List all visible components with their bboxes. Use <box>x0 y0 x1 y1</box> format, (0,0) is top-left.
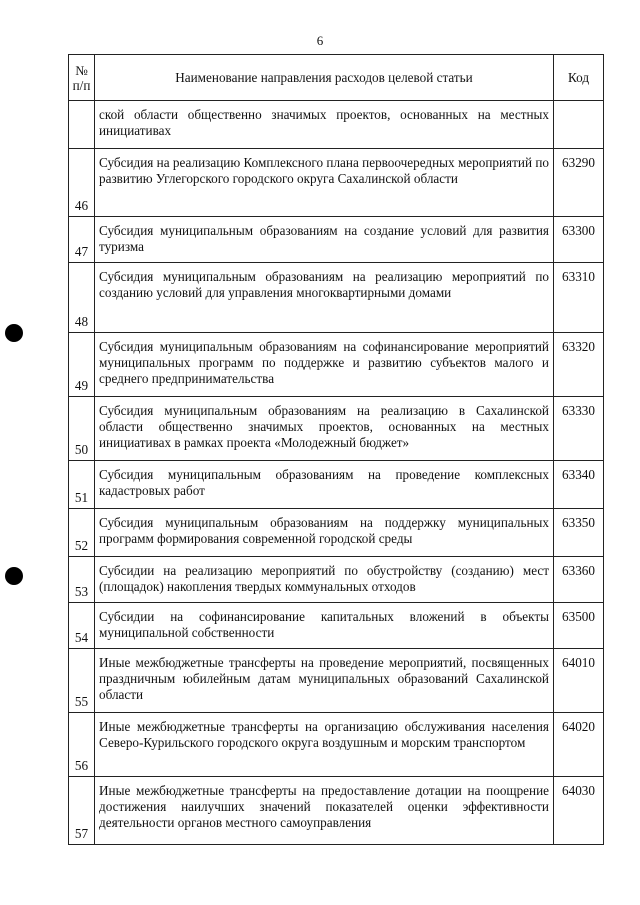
table-row <box>69 263 604 333</box>
table-row <box>69 557 604 603</box>
row-code-cell: 63300 <box>554 217 604 263</box>
table-row <box>69 397 604 461</box>
row-name-cell: Субсидия муниципальным образованиям на создание условий для развития туризма <box>95 217 554 263</box>
row-name-cell: Субсидия на реализацию Комплексного плана первоочередных мероприятий по развитию Углегорского городского округа Сахалинской области <box>95 149 554 217</box>
row-name-cell: Субсидия муниципальным образованиям на поддержку муниципальных программ формирования современной городской среды <box>95 509 554 557</box>
table-row <box>69 149 604 217</box>
punch-hole <box>5 567 23 585</box>
row-name-cell: Субсидии на реализацию мероприятий по обустройству (созданию) мест (площадок) накопления твердых коммунальных отходов <box>95 557 554 603</box>
row-code-cell: 63310 <box>554 263 604 333</box>
row-code-cell: 63360 <box>554 557 604 603</box>
punch-hole <box>5 324 23 342</box>
row-number-cell: 57 <box>69 777 95 845</box>
row-code-cell: 64010 <box>554 649 604 713</box>
row-name-cell: ской области общественно значимых проектов, основанных на местных инициативах <box>95 101 554 149</box>
row-number-cell: 52 <box>69 509 95 557</box>
row-name-cell: Субсидия муниципальным образованиям на реализацию мероприятий по созданию условий для управления многоквартирными домами <box>95 263 554 333</box>
row-code-cell: 63500 <box>554 603 604 649</box>
row-code-cell: 63340 <box>554 461 604 509</box>
row-number-cell: 48 <box>69 263 95 333</box>
table-row <box>69 509 604 557</box>
column-header-number: № п/п <box>69 55 95 101</box>
row-number-cell: 51 <box>69 461 95 509</box>
row-code-cell: 63290 <box>554 149 604 217</box>
row-number-cell: 47 <box>69 217 95 263</box>
row-number-cell: 55 <box>69 649 95 713</box>
row-name-cell: Субсидия муниципальным образованиям на реализацию в Сахалинской области общественно значимых проектов, основанных на местных инициативах в рамках проекта «Молодежный бюджет» <box>95 397 554 461</box>
row-code-cell: 63330 <box>554 397 604 461</box>
table-row <box>69 461 604 509</box>
row-code-cell: 63320 <box>554 333 604 397</box>
row-number-cell: 46 <box>69 149 95 217</box>
table-row <box>69 777 604 845</box>
page-number: 6 <box>316 33 324 48</box>
row-name-cell: Иные межбюджетные трансферты на предоставление дотации на поощрение достижения наилучших значений показателей оценки эффективности деятельности органов местного самоуправления <box>95 777 554 845</box>
row-code-cell: 64030 <box>554 777 604 845</box>
column-header-name: Наименование направления расходов целевой статьи <box>95 55 554 101</box>
row-number-cell <box>69 101 95 149</box>
row-code-cell: 64020 <box>554 713 604 777</box>
row-name-cell: Иные межбюджетные трансферты на организацию обслуживания населения Северо-Курильского городского округа воздушным и морским транспортом <box>95 713 554 777</box>
row-number-cell: 56 <box>69 713 95 777</box>
table-row <box>69 649 604 713</box>
row-code-cell <box>554 101 604 149</box>
row-code-cell: 63350 <box>554 509 604 557</box>
row-name-cell: Субсидия муниципальным образованиям на софинансирование мероприятий муниципальных программ по поддержке и развитию субъектов малого и среднего предпринимательства <box>95 333 554 397</box>
row-name-cell: Субсидии на софинансирование капитальных вложений в объекты муниципальной собственности <box>95 603 554 649</box>
table-row <box>69 603 604 649</box>
table-row <box>69 101 604 149</box>
expense-directions-table <box>68 54 604 845</box>
table-row <box>69 333 604 397</box>
table-row <box>69 217 604 263</box>
table-header-row <box>69 55 604 101</box>
row-name-cell: Субсидия муниципальным образованиям на проведение комплексных кадастровых работ <box>95 461 554 509</box>
row-number-cell: 50 <box>69 397 95 461</box>
table-row <box>69 713 604 777</box>
row-name-cell: Иные межбюджетные трансферты на проведение мероприятий, посвященных праздничным юбилейным датам муниципальных образований Сахалинской области <box>95 649 554 713</box>
row-number-cell: 49 <box>69 333 95 397</box>
row-number-cell: 53 <box>69 557 95 603</box>
row-number-cell: 54 <box>69 603 95 649</box>
column-header-code: Код <box>554 55 604 101</box>
